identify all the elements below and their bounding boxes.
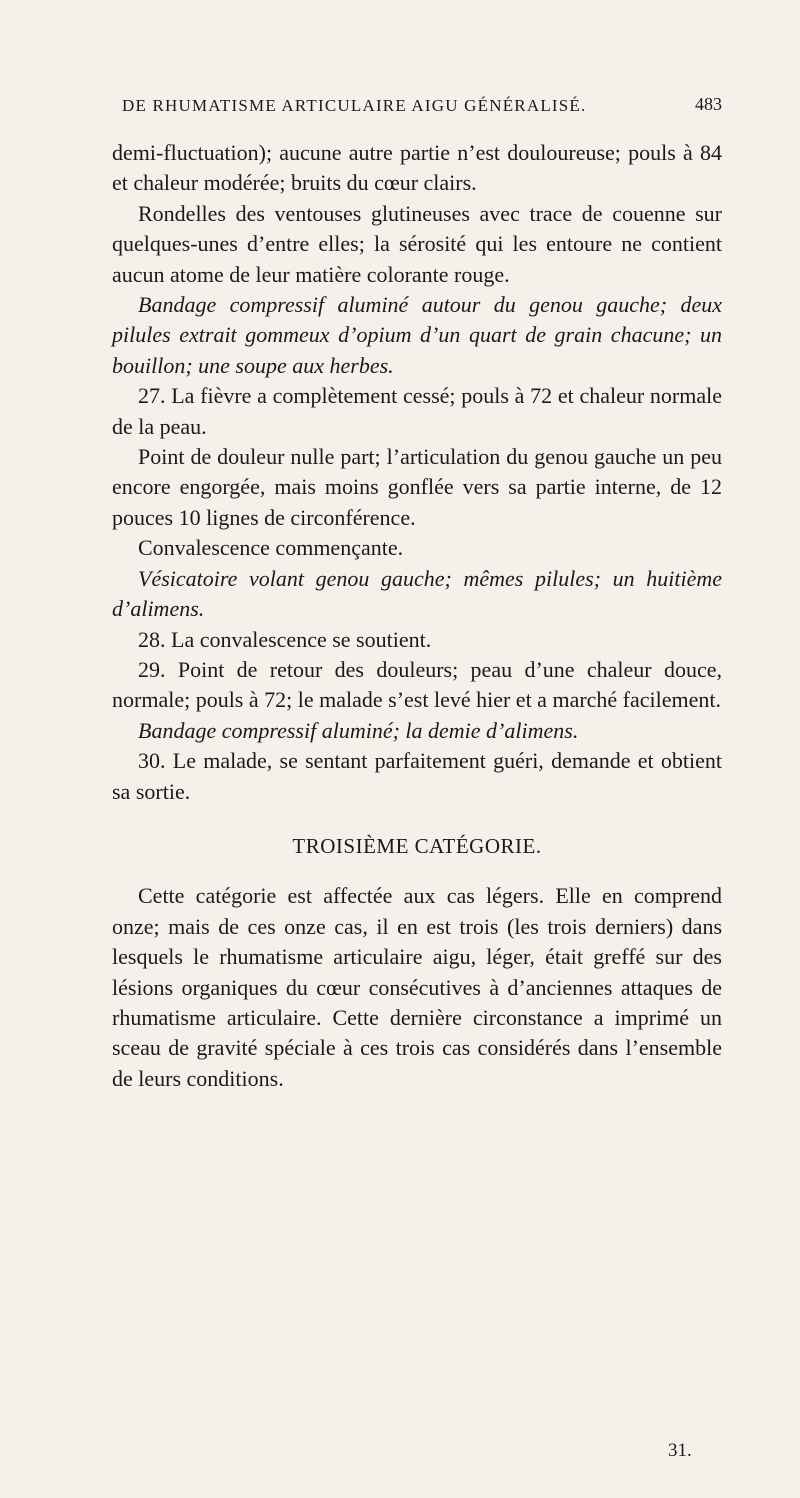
- signature-mark: 31.: [668, 1440, 692, 1461]
- paragraph-rondelles: Rondelles des ventouses glutineuses avec trace de couenne sur quelques-unes d’entre elles; la sérosité qui les entoure ne contient aucun atome de leur matière colorante rouge.: [112, 200, 722, 287]
- body-text: [112, 138, 722, 1094]
- paragraph-knee-state: Point de douleur nulle part; l’articulation du genou gauche un peu encore engorgée, mais moins gonflée vers sa partie interne, de 12 pouces 10 lignes de circonférence.: [112, 444, 722, 530]
- prescription-paragraph: Bandage compressif aluminé autour du genou gauche; deux pilules extrait gommeux d’opium d’un quart de grain chacune; un bouillon; une soupe aux herbes.: [112, 292, 722, 378]
- paragraph-convalescence: Convalescence commençante.: [138, 535, 404, 561]
- page-number: 483: [695, 94, 722, 114]
- paragraph-day-27: 27. La fièvre a complètement cessé; pouls à 72 et chaleur normale de la peau.: [112, 383, 722, 439]
- prescription-paragraph: Vésicatoire volant genou gauche; mêmes pilules; un huitième d’alimens.: [112, 565, 722, 622]
- paragraph-day-29: 29. Point de retour des douleurs; peau d’une chaleur douce, normale; pouls à 72; le malade s’est levé hier et a marché facilement.: [112, 656, 722, 713]
- paragraph-day-30: 30. Le malade, se sentant parfaitement guéri, demande et obtient sa sortie.: [112, 748, 722, 804]
- paragraph-category-description: Cette catégorie est affectée aux cas légers. Elle en comprend onze; mais de ces onze cas, il en est trois (les trois derniers) dans lesquels le rhumatisme articulaire aigu, léger, était greffé sur des lésions organiques du cœur consécutives à d’anciennes attaques de rhumatisme articulaire. Cette dernière circonstance a imprimé un sceau de gravité spéciale à ces trois cas considérés dans l’ensemble de leurs conditions.: [112, 883, 722, 1091]
- paragraph-continuation: demi-fluctuation); aucune autre partie n’est douloureuse; pouls à 84 et chaleur modérée; bruits du cœur clairs.: [112, 140, 722, 196]
- running-head: [122, 96, 722, 116]
- prescription-paragraph: Bandage compressif aluminé; la demie d’alimens.: [138, 717, 579, 743]
- section-heading: TROISIÈME CATÉGORIE.: [292, 833, 542, 858]
- running-head-title: DE RHUMATISME ARTICULAIRE AIGU GÉNÉRALISÉ.: [122, 96, 587, 115]
- paragraph-day-28: 28. La convalescence se soutient.: [138, 626, 432, 652]
